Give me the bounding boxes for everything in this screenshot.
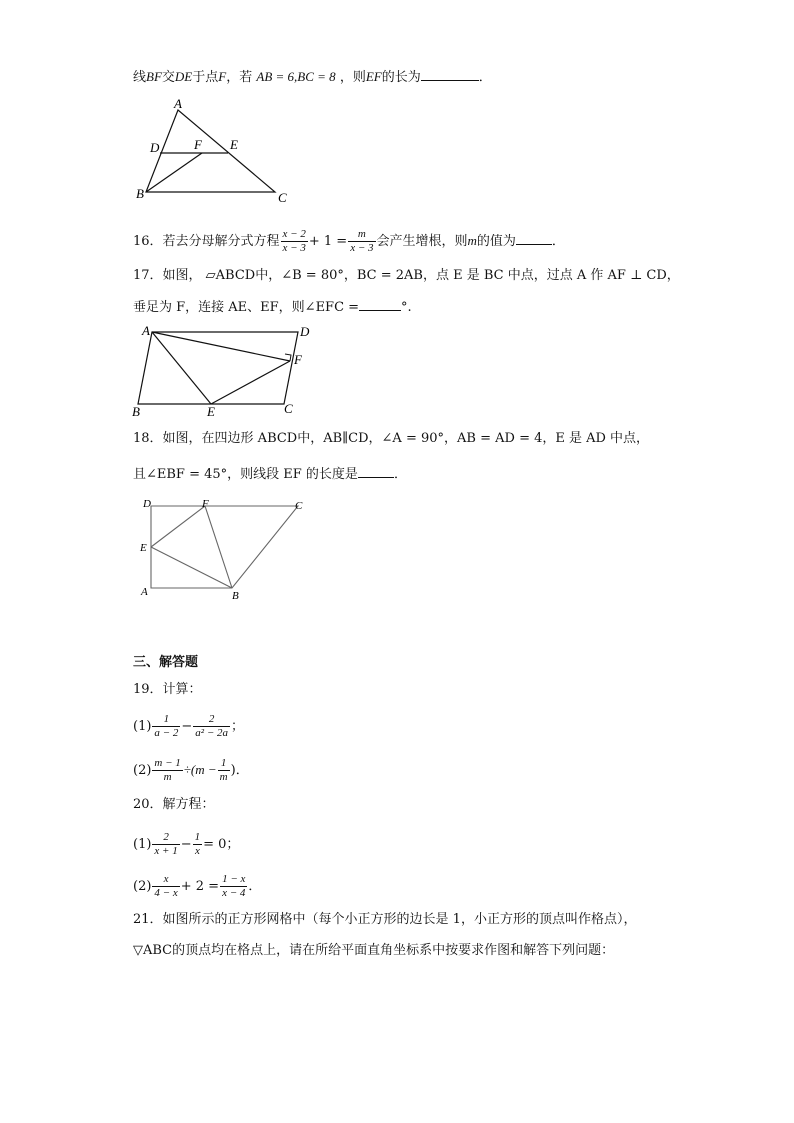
q19-p1-fraction-2 (193, 713, 230, 740)
q16-f2-num: m (348, 228, 375, 242)
q20-p2-f2-den: x − 4 (222, 887, 246, 899)
q20-p1-fraction-2 (193, 831, 203, 858)
q20-part2 (133, 873, 261, 900)
q18-label-a: A (141, 586, 148, 598)
q15-label-b: B (136, 186, 144, 201)
q18-label-d: D (143, 498, 151, 510)
q15-triangle-figure (130, 92, 300, 207)
q15-answer-blank[interactable] (421, 66, 479, 81)
q15-text-g: ，若 (226, 70, 253, 85)
q15-text-i: ，则 (339, 70, 366, 85)
q19-p1-f1-num: 1 (152, 713, 180, 727)
q16-plus-one: + 1 = (308, 234, 348, 249)
q16-f1-den: x − 3 (282, 242, 306, 254)
q19-p2-label: (2) (133, 763, 152, 778)
q17-label-c: C (284, 401, 293, 416)
q16-f2-den: x − 3 (350, 242, 374, 254)
q20-p2-fraction-2 (220, 873, 247, 900)
q19-p1-fraction-1 (152, 713, 180, 740)
q18-answer-blank[interactable] (358, 463, 394, 478)
q19-p1-f1-den: a − 2 (154, 727, 179, 739)
q20-p2-fraction-1 (152, 873, 179, 900)
q16-text-after: 会产生增根，则 (376, 234, 468, 249)
q16-answer-blank[interactable] (516, 230, 552, 245)
q20-p2-label: (2) (133, 879, 152, 894)
q19-p2-fraction-2 (218, 757, 230, 784)
q19-p2-f1-den: m (163, 771, 172, 783)
q21-line1: 21．如图所示的正方形网格中（每个小正方形的边长是 1，小正方形的顶点叫作格点）， (133, 912, 637, 927)
q15-end: ． (478, 70, 492, 85)
q15-label-e: E (230, 137, 238, 152)
q16-end: ． (551, 234, 565, 249)
q20-p1-eq: = 0； (203, 837, 240, 852)
q16-fraction-1 (281, 228, 308, 255)
q18-quadrilateral-figure (136, 495, 316, 605)
q19-part2 (133, 757, 249, 784)
q20-p2-f2-num: 1 − x (222, 873, 246, 885)
q20-p1-minus: − (180, 837, 192, 852)
q20-p1-f1-den: x + 1 (154, 845, 178, 857)
q16-f1-num: x − 2 (282, 228, 306, 240)
q20-p2-end: ． (248, 879, 262, 894)
q17-label-b: B (132, 404, 140, 419)
q15-given: AB = 6,BC = 8 (256, 69, 336, 84)
q18-line1: 18．如图，在四边形 ABCD中，AB∥CD，∠A = 90°，AB = AD = 4，E 是 AD 中点， (133, 431, 650, 446)
q18-label-f: F (202, 498, 209, 510)
q17-line1: 17．如图， ▱ABCD中，∠B = 80°，BC = 2AB，点 E 是 BC 中点，过点 A 作 AF ⊥ CD， (133, 268, 680, 283)
q16-text (133, 228, 565, 255)
q17-parallelogram-figure (130, 320, 320, 420)
q20-p2-f1-num: x (152, 873, 179, 887)
q19-p1-f2-den: a² − 2a (195, 727, 228, 739)
q20-p1-f1-num: 2 (152, 831, 179, 845)
q19-p2-end: )． (230, 763, 249, 778)
q15-text (133, 66, 492, 88)
q15-text-f: F (218, 69, 227, 84)
q17-label-f: F (294, 352, 302, 367)
q21-line2: ▽ABC的顶点均在格点上，请在所给平面直角坐标系中按要求作图和解答下列问题： (133, 943, 615, 958)
q18-end: ． (393, 467, 407, 482)
q17-line2 (133, 296, 412, 318)
q15-text-c: 交 (161, 70, 175, 85)
q20-p1-f2-num: 1 (194, 831, 201, 843)
q19-p1-label: (1) (133, 719, 152, 734)
q17-line2-text: 垂足为 F，连接 AE、EF，则∠EFC = (133, 300, 360, 315)
q18-line2-text: 且∠EBF = 45°，则线段 EF 的长度是 (133, 467, 358, 482)
q20-title: 20．解方程： (133, 797, 215, 812)
q15-label-c: C (278, 190, 287, 205)
q15-text-d: DE (174, 69, 193, 84)
q20-p1-fraction-1 (152, 831, 179, 858)
q19-part1 (133, 713, 244, 740)
q19-p1-end: ； (231, 719, 245, 734)
q20-p1-f2-den: x (194, 845, 200, 857)
q16-var: m (467, 233, 477, 248)
q15-label-f: F (194, 137, 202, 152)
q19-p2-f1-num: m − 1 (154, 757, 181, 769)
q18-label-b: B (232, 590, 239, 602)
q20-part1 (133, 831, 239, 858)
q16-text-tail: 的值为 (476, 234, 516, 249)
q19-p2-fraction-1 (152, 757, 182, 784)
q19-p2-f2-den: m (219, 771, 228, 783)
q15-label-d: D (150, 140, 160, 155)
q15-text-e: 于点 (192, 70, 219, 85)
q15-text-k: 的长为 (381, 70, 421, 85)
q17-end: °. (401, 300, 412, 315)
q15-text-j: EF (365, 69, 382, 84)
q15-label-a: A (174, 96, 182, 111)
q15-text-b: BF (146, 69, 162, 84)
section-heading: 三、解答题 (133, 655, 199, 670)
q20-p2-mid: + 2 = (180, 879, 220, 894)
q19-title: 19．计算： (133, 682, 202, 697)
q17-answer-blank[interactable] (359, 296, 401, 311)
q17-label-e: E (207, 404, 215, 419)
q16-fraction-2 (348, 228, 375, 255)
q16-intro: 16．若去分母解分式方程 (133, 234, 280, 249)
q17-label-a: A (142, 323, 150, 338)
q20-p2-f1-den: 4 − x (154, 887, 178, 899)
q18-label-e: E (140, 542, 147, 554)
q15-text-a: 线 (133, 70, 147, 85)
q18-line2 (133, 463, 407, 485)
q17-label-d: D (300, 324, 310, 339)
q20-p1-label: (1) (133, 837, 152, 852)
q18-label-c: C (295, 500, 303, 512)
q19-p1-minus: − (181, 719, 193, 734)
q19-p1-f2-num: 2 (193, 713, 230, 727)
q19-p2-f2-num: 1 (218, 757, 230, 771)
q19-p2-mid: ÷(m − (183, 762, 217, 777)
